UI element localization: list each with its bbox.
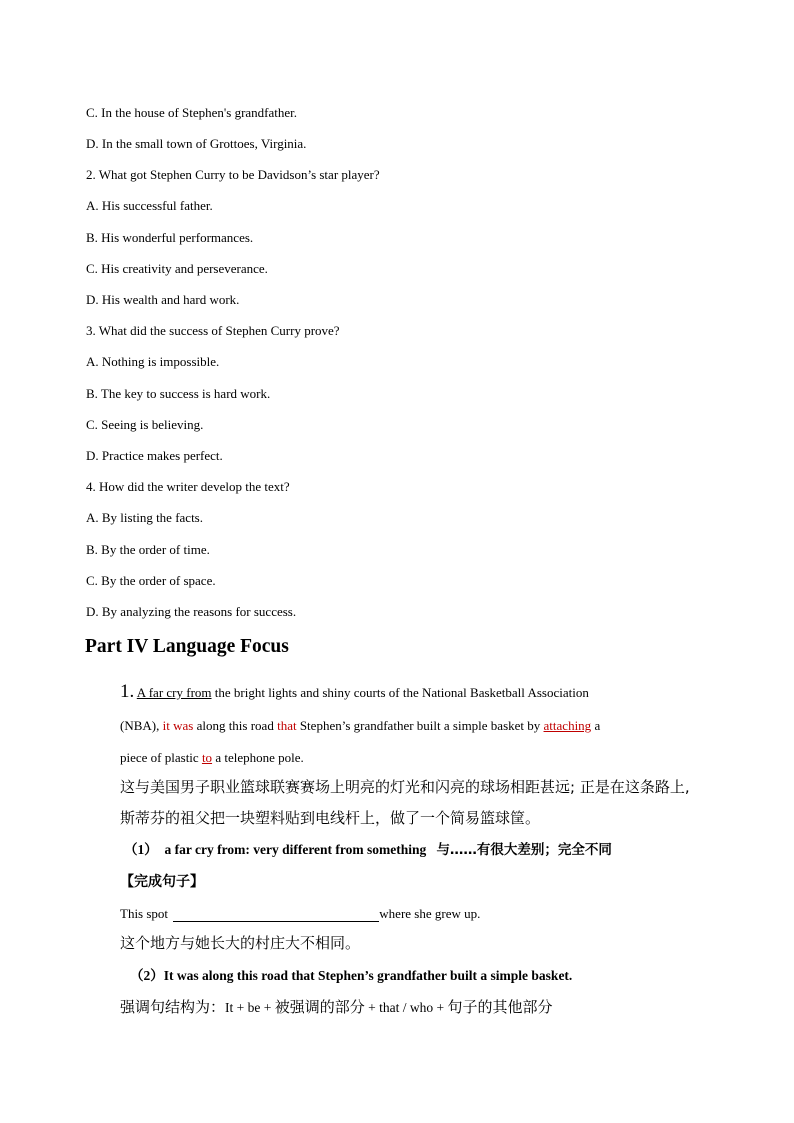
highlight-it-was: it was — [162, 718, 194, 733]
q2-option-b: B. His wonderful performances. — [86, 230, 254, 245]
q3-option-d: D. Practice makes perfect. — [86, 448, 223, 463]
translation-line-2: 斯蒂芬的祖父把一块塑料贴到电线杆上，做了一个简易篮球筐。 — [120, 809, 541, 827]
highlight-that: that — [277, 718, 297, 733]
highlight-to: to — [201, 750, 213, 765]
exercise-translation: 这个地方与她长大的村庄大不相同。 — [120, 934, 361, 952]
q3-option-a: A. Nothing is impossible. — [86, 354, 220, 369]
sub-item-1-text: a far cry from: very different from something — [164, 842, 427, 857]
sub-item-1 — [124, 842, 612, 858]
q2-option-d: D. His wealth and hard work. — [86, 292, 240, 307]
sentence-line-1 — [120, 682, 589, 703]
sub-item-2 — [130, 968, 572, 984]
sentence-seg2c: Stephen’s grandfather built a simple basket by — [296, 718, 544, 733]
exercise-suffix: where she grew up. — [379, 906, 481, 921]
q3-option-c: C. Seeing is believing. — [86, 417, 204, 432]
formula-part-a: It + be + — [225, 1000, 275, 1015]
item-number: 1. — [120, 681, 135, 702]
sentence-line-2 — [120, 718, 600, 734]
q4-option-d: D. By analyzing the reasons for success. — [86, 604, 297, 619]
q2-option-c: C. His creativity and perseverance. — [86, 261, 268, 276]
sentence-seg2a: (NBA), — [120, 718, 163, 733]
formula-cn-a: 被强调的部分 — [274, 998, 365, 1016]
sentence-seg1: the bright lights and shiny courts of the National Basketball Association — [211, 685, 589, 700]
sentence-seg2d: a — [591, 718, 601, 733]
sub-item-2-text: It was along this road that Stephen’s grandfather built a simple basket. — [163, 968, 573, 983]
sentence-seg3a: piece of plastic — [120, 750, 202, 765]
sentence-line-3 — [120, 750, 304, 766]
formula-part-b: + that / who + — [364, 1000, 448, 1015]
highlight-attaching: attaching — [543, 718, 592, 733]
formula-cn-b: 句子的其他部分 — [447, 998, 553, 1016]
structure-formula — [120, 997, 553, 1018]
q4-question: 4. How did the writer develop the text? — [86, 479, 290, 494]
q1-option-d: D. In the small town of Grottoes, Virginia. — [86, 136, 307, 151]
sentence-seg3b: a telephone pole. — [212, 750, 304, 765]
sub-item-1-cn: 与……有很大差别；完全不同 — [436, 842, 612, 858]
answer-blank[interactable] — [173, 908, 379, 922]
q4-option-b: B. By the order of time. — [86, 542, 210, 557]
phrase-far-cry: A far cry from — [136, 685, 212, 700]
q4-option-a: A. By listing the facts. — [86, 510, 203, 525]
part-heading: Part IV Language Focus — [85, 636, 289, 657]
q3-question: 3. What did the success of Stephen Curry prove? — [86, 323, 340, 338]
q2-question: 2. What got Stephen Curry to be Davidson’s star player? — [86, 167, 380, 182]
translation-line-1: 这与美国男子职业篮球联赛赛场上明亮的灯光和闪亮的球场相距甚远; 正是在这条路上, — [120, 778, 690, 796]
q3-option-b: B. The key to success is hard work. — [86, 386, 271, 401]
q1-option-c: C. In the house of Stephen's grandfather. — [86, 105, 298, 120]
q2-option-a: A. His successful father. — [86, 198, 213, 213]
sentence-seg2b: along this road — [193, 718, 278, 733]
exercise-prefix: This spot — [120, 906, 169, 921]
exercise-sentence — [120, 906, 480, 922]
structure-label: 强调句结构为： — [120, 998, 226, 1016]
q4-option-c: C. By the order of space. — [86, 573, 216, 588]
sub-item-1-label: （1） — [124, 842, 158, 857]
exercise-title: 【完成句子】 — [120, 874, 204, 890]
sub-item-2-label: （2） — [130, 968, 164, 983]
